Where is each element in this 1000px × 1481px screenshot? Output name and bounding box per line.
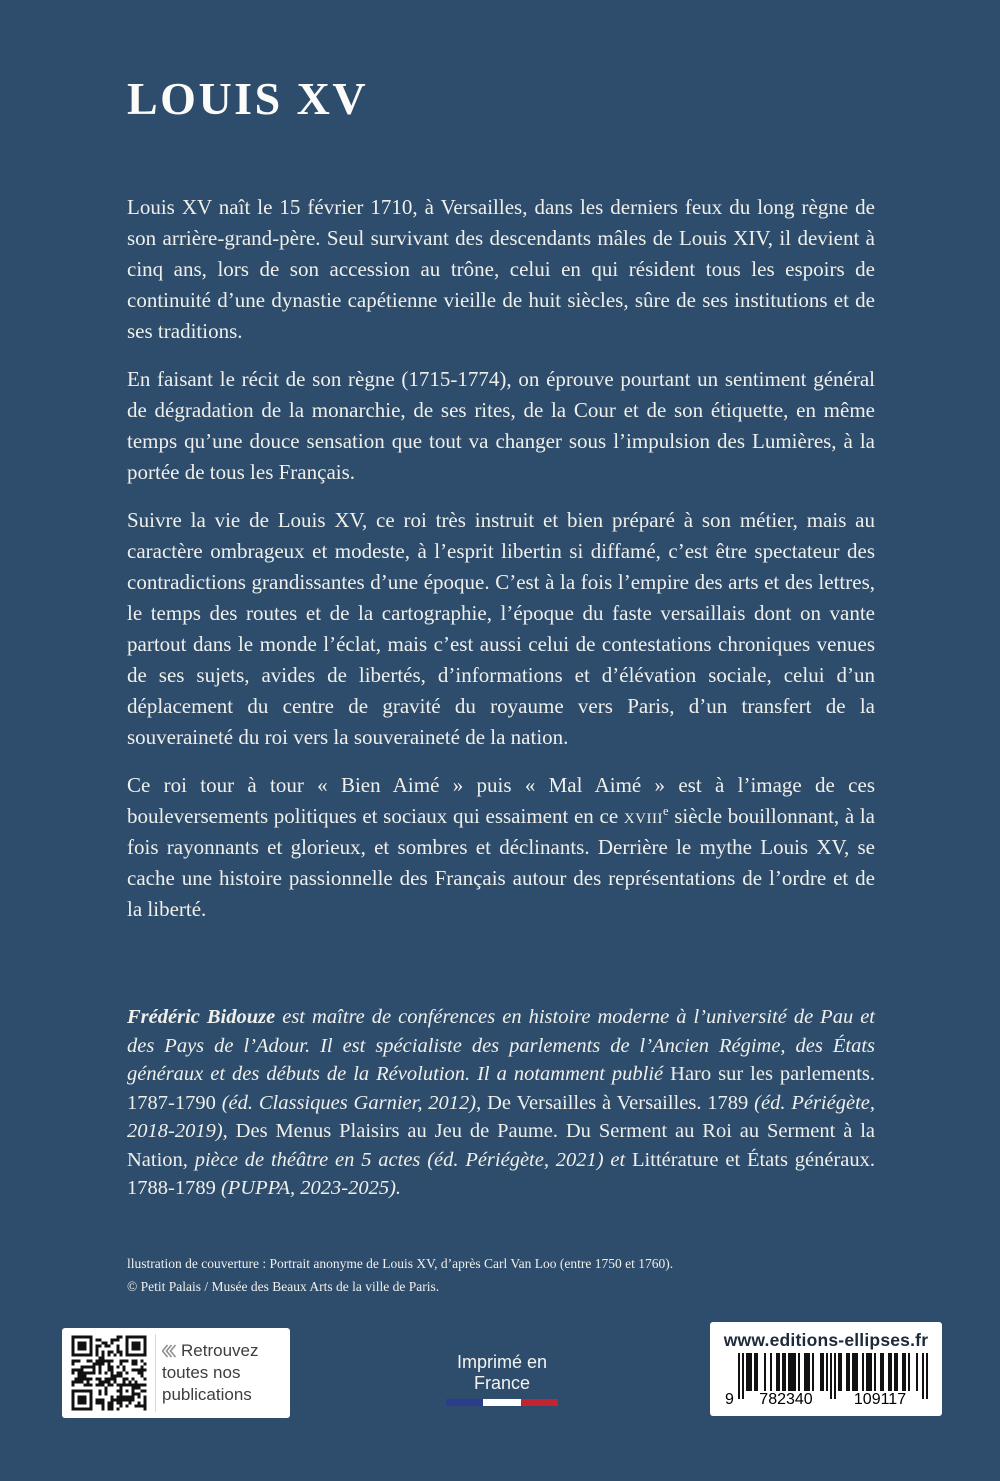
printed-in-france-label: Imprimé en France bbox=[456, 1352, 548, 1393]
author-bio: Frédéric Bidouze est maître de conférences en histoire moderne à l’université de Pau et des Pays de l’Adour. Il est spécialiste des parlements de l’Ancien Régime, des États généraux et des débuts de la Révolution. Il a notamment publié Haro sur les parlements. 1787-1790 (éd. Classiques Garnier, 2012), De Versailles à Versailles. 1789 (éd. Périégète, 2018-2019), Des Menus Plaisirs au Jeu de Paume. Du Serment au Roi au Serment à la Nation, pièce de théâtre en 5 actes (éd. Périégète, 2021) et Littérature et États généraux. 1788-1789 (PUPPA, 2023-2025). bbox=[127, 1006, 876, 1199]
svg-text:109117: 109117 bbox=[853, 1391, 907, 1408]
credit-illustration: llustration de couverture : Portrait anonyme de Louis XV, d’après Carl Van Loo (entre 1750 et 1760). bbox=[127, 1256, 674, 1271]
synopsis-paragraph-2: En faisant le récit de son règne (1715-1774), on éprouve pourtant un sentiment général de dégradation de la monarchie, de ses rites, de la Cour et de son étiquette, en même temps qu’une douce sensation que tout va changer sous l’impulsion des Lumières, à la portée de tous les Français. bbox=[127, 367, 875, 484]
divider bbox=[155, 1334, 156, 1412]
french-flag-icon bbox=[446, 1399, 558, 1406]
synopsis-paragraph-4: Ce roi tour à tour « Bien Aimé » puis « Mal Aimé » est à l’image de ces bouleversements politiques et sociaux qui essaiment en ce xviii$^e$ siècle bouillonnant, à la fois rayonnants et glorieux, et sombres et déclinants. Derrière le mythe Louis XV, se cache une histoire passionnelle des Français autour des représentations de l’ordre et de la liberté. bbox=[127, 773, 875, 921]
synopsis-paragraph-3: Suivre la vie de Louis XV, ce roi très instruit et bien préparé à son métier, mais au caractère ombrageux et modeste, à l’esprit libertin si diffamé, c’est être spectateur des contradictions grandissantes d’une époque. C’est à la fois l’empire des arts et des lettres, le temps des routes et de la cartographie, l’époque du faste versaillais dont on vante partout dans le monde l’éclat, mais c’est aussi celui de contestations chroniques venues de ses sujets, avides de libertés, d’informations et d’élévation sociale, celui d’un déplacement du centre de gravité du royaume vers Paris, d’un transfert de la souveraineté du roi vers la souveraineté de la nation. bbox=[127, 508, 875, 749]
qr-publications-block bbox=[62, 1328, 290, 1418]
flag-white-stripe bbox=[483, 1399, 520, 1406]
ean13-barcode bbox=[723, 1353, 929, 1409]
publisher-barcode-box bbox=[710, 1322, 942, 1416]
svg-text:782340: 782340 bbox=[759, 1391, 813, 1408]
synopsis bbox=[127, 192, 875, 942]
svg-text:9: 9 bbox=[725, 1391, 734, 1408]
qr-code bbox=[70, 1334, 148, 1412]
triple-chevron-left-icon bbox=[162, 1343, 177, 1359]
credit-copyright: © Petit Palais / Musée des Beaux Arts de la ville de Paris. bbox=[127, 1279, 440, 1294]
qr-label bbox=[162, 1340, 258, 1406]
qr-label-line-3: publications bbox=[162, 1385, 252, 1404]
synopsis-paragraph-1: Louis XV naît le 15 février 1710, à Versailles, dans les derniers feux du long règne de son arrière-grand-père. Seul survivant des descendants mâles de Louis XIV, il devient à cinq ans, lors de son accession au trône, celui en qui résident tous les espoirs de continuité d’une dynastie capétienne vieille de huit siècles, sûre de ses institutions et de ses traditions. bbox=[127, 195, 875, 343]
printed-in-france bbox=[427, 1352, 577, 1406]
flag-blue-stripe bbox=[446, 1399, 483, 1406]
qr-label-line-2: toutes nos bbox=[162, 1363, 241, 1382]
cover-credits bbox=[127, 1252, 875, 1298]
qr-label-line-1: Retrouvez bbox=[181, 1341, 259, 1360]
book-title: LOUIS XV bbox=[127, 73, 369, 124]
publisher-url: www.editions-ellipses.fr bbox=[723, 1330, 929, 1350]
flag-red-stripe bbox=[521, 1399, 558, 1406]
